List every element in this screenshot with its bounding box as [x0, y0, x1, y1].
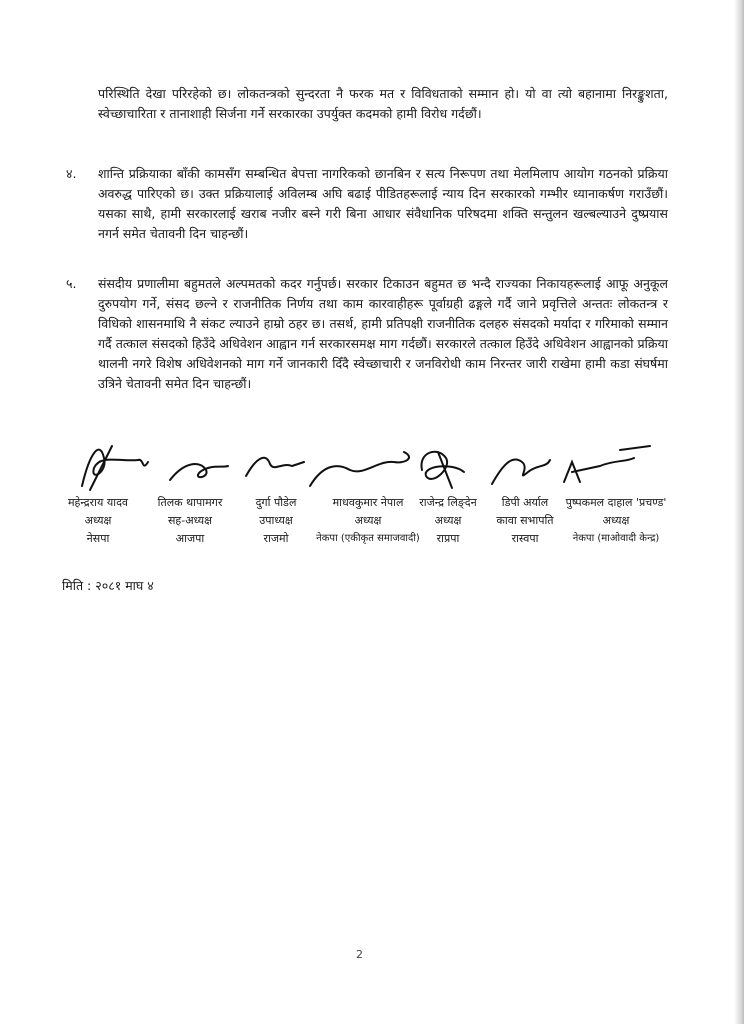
signatory-title: अध्यक्ष: [354, 514, 382, 527]
signatory-name: डिपी अर्याल: [501, 496, 549, 509]
signatory-name: माधवकुमार नेपाल: [332, 496, 404, 509]
signatory-4: [316, 494, 420, 548]
signatory-2: [144, 494, 236, 548]
paragraph-4: शान्ति प्रक्रियाका बाँकी कामसँग सम्बन्धित बेपत्ता नागरिकको छानबिन र सत्य निरूपण तथा मेलमिलाप आयोग गठनको प्रक्रिया अवरुद्ध पारिएको छ। उक्त प्रक्रियालाई अविलम्ब अघि बढाई पीडितहरूलाई न्याय दिन सरकारको गम्भीर ध्यानाकर्षण गराउँछौं। यसका साथै, हामी सरकारलाई खराब नजीर बस्ने गरी बिना आधार संवैधानिक परिषदमा शक्ति सन्तुलन खल्बल्याउने दुष्प्रयास नगर्न समेत चेतावनी दिन चाहन्छौं।: [98, 166, 668, 241]
signatory-party: नेकपा (एकीकृत समाजवादी): [316, 533, 420, 544]
signatory-party: नेसपा: [86, 532, 110, 545]
signatory-party: आजपा: [175, 532, 205, 545]
signatory-title: कावा सभापति: [496, 514, 554, 527]
signatory-5: [412, 494, 484, 548]
signatory-party: नेकपा (माओवादी केन्द्र): [572, 533, 660, 544]
paragraph-5-number: ५.: [66, 276, 77, 291]
signatory-party: राजमो: [263, 532, 289, 545]
paragraph-5: संसदीय प्रणालीमा बहुमतले अल्पमतको कदर गर्नुपर्छ। सरकार टिकाउन बहुमत छ भन्दै राज्यका निकायहरूलाई आफू अनुकूल दुरुपयोग गर्ने, संसद छल्ने र राजनीतिक निर्णय तथा काम कारवाहीहरू पूर्वाग्रही ढङ्गले गर्दै जाने प्रवृत्तिले अन्ततः लोकतन्त्र र विधिको शासनमाथि नै संकट ल्याउने हाम्रो ठहर छ। तसर्थ, हामी प्रतिपक्षी राजनीतिक दलहरु संसदको मर्यादा र गरिमाको सम्मान गर्दै तत्काल संसदको हिउँदे अधिवेशन आह्वान गर्न सरकारसमक्ष माग गर्दछौं। सरकारले तत्काल हिउँदे अधिवेशन आह्वानको प्रक्रिया थालनी नगरे विशेष अधिवेशनको माग गर्ने जानकारी दिँदै स्वेच्छाचारी र जनविरोधी काम निरन्तर जारी राखेमा हामी कडा संघर्षमा उत्रिने चेतावनी समेत दिन चाहन्छौं।: [98, 276, 668, 391]
page-number: 2: [356, 948, 363, 961]
signatory-1: [56, 494, 140, 548]
paragraph-intro: परिस्थिति देखा परिरहेको छ। लोकतन्त्रको सुन्दरता नै फरक मत र विविधताको सम्मान हो। यो वा त्यो बहानामा निरङ्कुशता, स्वेच्छाचारिता र तानाशाही सिर्जना गर्ने सरकारका उपर्युक्त कदमको हामी विरोध गर्दछौं।: [98, 86, 668, 121]
signatory-title: सह-अध्यक्ष: [167, 514, 213, 527]
signatory-title: उपाध्यक्ष: [259, 514, 293, 527]
signatory-party: राप्रपा: [436, 532, 460, 545]
signatory-title: अध्यक्ष: [84, 514, 112, 527]
signatory-7: [560, 494, 672, 548]
page-edge-shadow: [734, 0, 744, 1024]
signatory-name: तिलक थापामगर: [157, 496, 223, 509]
signatory-3: [236, 494, 316, 548]
date-line: मिति : २०८१ माघ ४: [62, 578, 154, 593]
signatory-name: पुष्पकमल दाहाल 'प्रचण्ड': [565, 496, 667, 509]
signatory-name: राजेन्द्र लिङ्देन: [419, 496, 477, 509]
signatory-title: अध्यक्ष: [602, 514, 630, 527]
signatory-title: अध्यक्ष: [434, 514, 462, 527]
paragraph-4-number: ४.: [66, 166, 77, 181]
signatory-name: महेन्द्रराय यादव: [67, 496, 129, 509]
signatory-party: रास्वपा: [511, 532, 539, 545]
signature-mark: [60, 432, 680, 500]
signatory-name: दुर्गा पौडेल: [255, 496, 297, 509]
signatory-6: [484, 494, 566, 548]
